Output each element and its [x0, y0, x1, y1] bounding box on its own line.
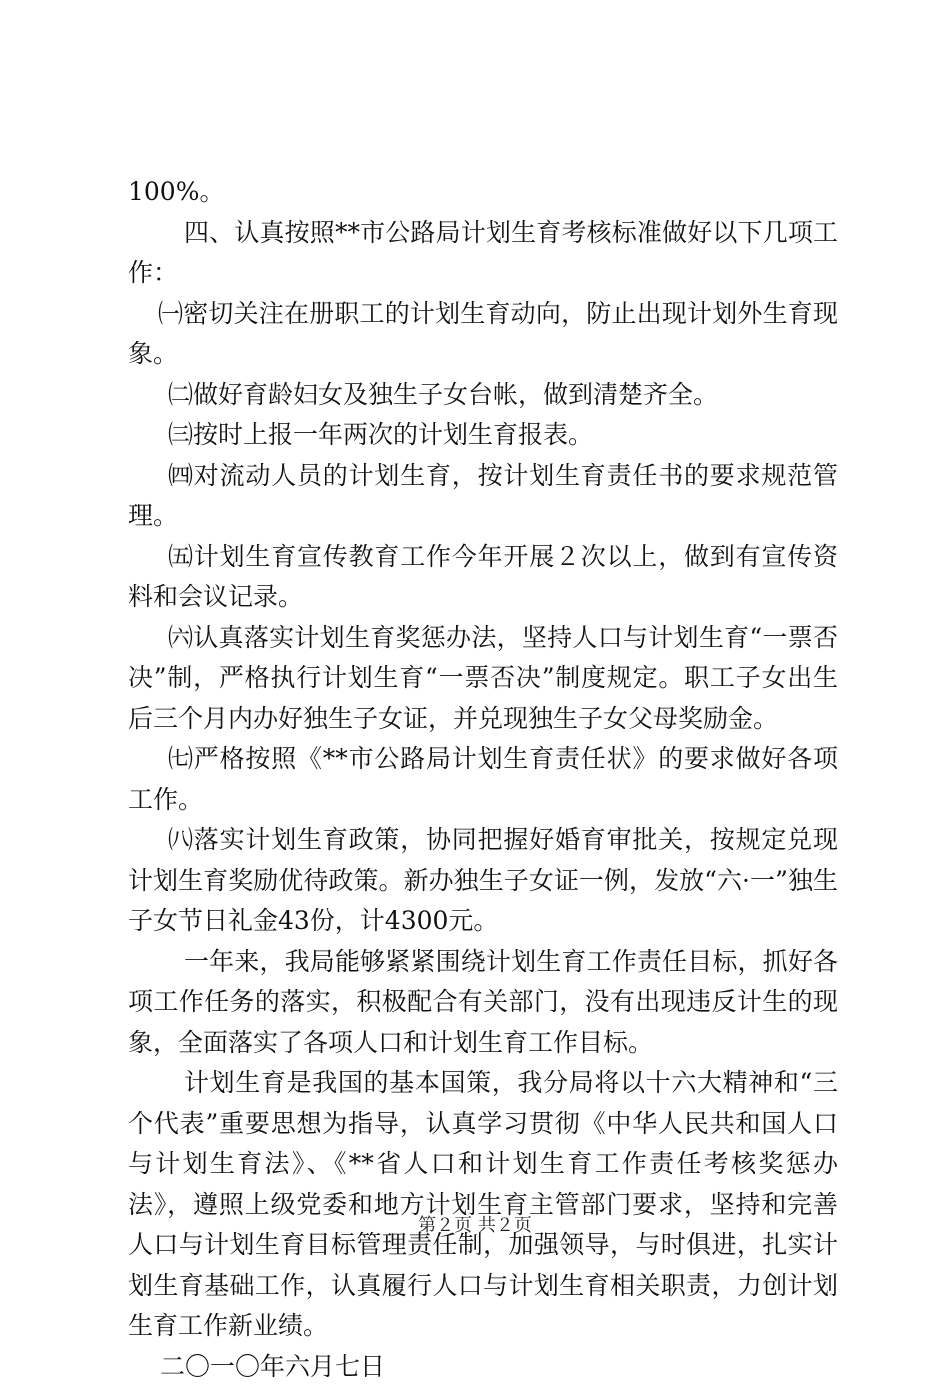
paragraph-item-5: ㈤计划生育宣传教育工作今年开展２次以上，做到有宣传资料和会议记录。 — [128, 537, 838, 618]
document-body — [128, 172, 838, 1387]
paragraph-summary: 一年来，我局能够紧紧围绕计划生育工作责任目标，抓好各项工作任务的落实，积极配合有关部门，没有出现违反计生的现象，全面落实了各项人口和计划生育工作目标。 — [128, 942, 838, 1064]
paragraph-continuation: 100%。 — [128, 172, 838, 213]
paragraph-conclusion: 计划生育是我国的基本国策，我分局将以十六大精神和“三个代表”重要思想为指导，认真学习贯彻《中华人民共和国人口与计划生育法》、《**省人口和计划生育工作责任考核奖惩办法》，遵照上级党委和地方计划生育主管部门要求，坚持和完善人口与计划生育目标管理责任制，加强领导，与时俱进，扎实计划生育基础工作，认真履行人口与计划生育相关职责，力创计划生育工作新业绩。 — [128, 1063, 838, 1347]
page-number-footer: 第２页 共２页 — [0, 1214, 950, 1238]
paragraph-section-four: 四、认真按照**市公路局计划生育考核标准做好以下几项工作： — [128, 213, 838, 294]
paragraph-item-4: ㈣对流动人员的计划生育，按计划生育责任书的要求规范管理。 — [128, 456, 838, 537]
paragraph-item-6: ㈥认真落实计划生育奖惩办法，坚持人口与计划生育“一票否决”制，严格执行计划生育“一票否决”制度规定。职工子女出生后三个月内办好独生子女证，并兑现独生子女父母奖励金。 — [128, 618, 838, 740]
paragraph-item-7: ㈦严格按照《**市公路局计划生育责任状》的要求做好各项工作。 — [128, 739, 838, 820]
paragraph-item-2: ㈡做好育龄妇女及独生子女台帐，做到清楚齐全。 — [128, 375, 838, 416]
paragraph-item-8: ㈧落实计划生育政策，协同把握好婚育审批关，按规定兑现计划生育奖励优待政策。新办独生子女证一例，发放“六·一”独生子女节日礼金43份，计4300元。 — [128, 820, 838, 942]
paragraph-item-3: ㈢按时上报一年两次的计划生育报表。 — [128, 415, 838, 456]
paragraph-item-1: ㈠密切关注在册职工的计划生育动向，防止出现计划外生育现象。 — [128, 294, 838, 375]
document-date: 二〇一〇年六月七日 — [128, 1347, 838, 1387]
